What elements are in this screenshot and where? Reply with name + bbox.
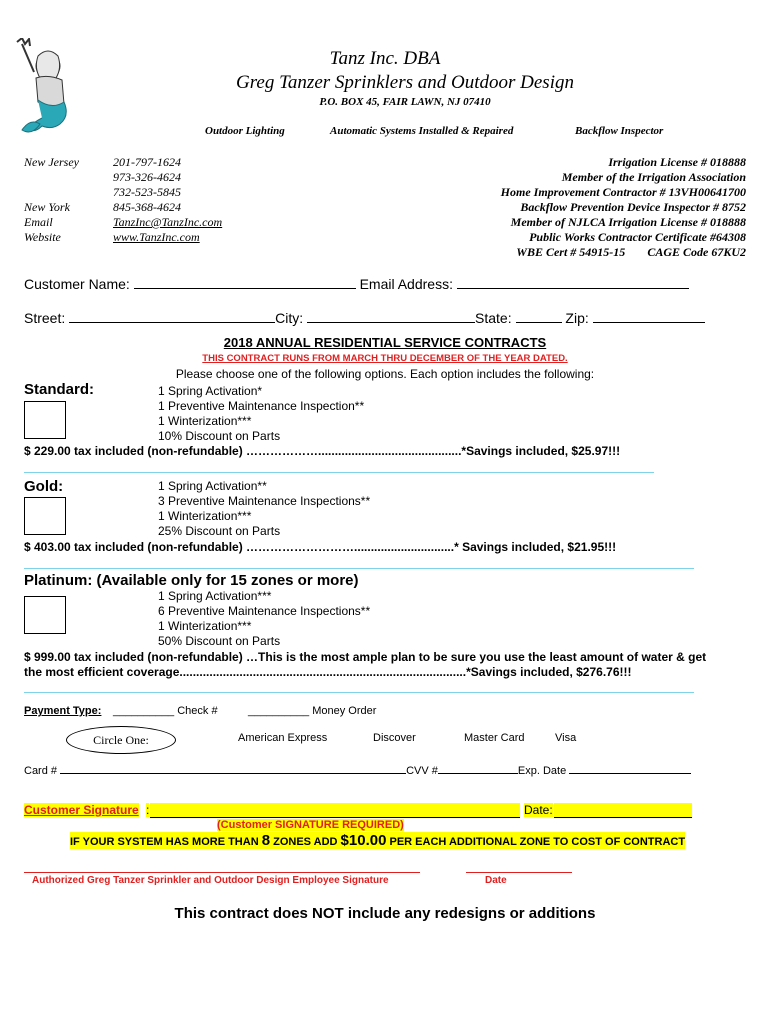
zip-field[interactable] (593, 308, 705, 323)
zone-notice: IF YOUR SYSTEM HAS MORE THAN 8 ZONES ADD $10.00 PER EACH ADDITIONAL ZONE TO COST OF CONTRACT (70, 832, 686, 849)
email-link[interactable]: TanzInc@TanzInc.com (113, 215, 223, 229)
employee-date-field[interactable] (466, 872, 572, 873)
customer-signature-label: Customer Signature (24, 803, 139, 817)
platinum-checkbox[interactable] (24, 596, 66, 634)
email-address-field[interactable] (457, 274, 689, 289)
address-row: Street: City: State: Zip: (24, 308, 705, 326)
service-lighting: Outdoor Lighting (205, 125, 285, 137)
service-systems: Automatic Systems Installed & Repaired (330, 125, 514, 137)
cage-code: CAGE Code 67KU2 (647, 245, 746, 259)
circle-one-label: Circle One: (66, 726, 176, 754)
standard-price: $ 229.00 tax included (non-refundable) ………………...........................................*Savings included, $25.97!!! (24, 444, 621, 458)
employee-date-label: Date (485, 875, 507, 886)
visa-option[interactable]: Visa (555, 732, 577, 744)
gold-items: 1 Spring Activation** 3 Preventive Maintenance Inspections** 1 Winterization*** 25% Discount on Parts (158, 479, 371, 538)
platinum-plan-title: Platinum: (Available only for 15 zones or more) (24, 572, 359, 589)
signature-date-field[interactable] (554, 803, 692, 818)
street-field[interactable] (69, 308, 275, 323)
contract-title: 2018 ANNUAL RESIDENTIAL SERVICE CONTRACTS (223, 335, 547, 350)
employee-signature-field[interactable] (24, 872, 420, 873)
signature-required-note: (Customer SIGNATURE REQUIRED) (217, 819, 404, 831)
employee-signature-label: Authorized Greg Tanzer Sprinkler and Outdoor Design Employee Signature (32, 875, 389, 886)
payment-type-label: Payment Type: (24, 705, 102, 717)
company-subtitle: Greg Tanzer Sprinklers and Outdoor Design (236, 72, 574, 93)
customer-signature-field[interactable] (150, 803, 520, 818)
cvv-field[interactable] (438, 762, 518, 774)
divider (24, 692, 694, 693)
contact-values: 201-797-1624 973-326-4624 732-523-5845 845-368-4624 TanzInc@TanzInc.com www.TanzInc.com (113, 155, 223, 244)
platinum-price: $ 999.00 tax included (non-refundable) …This is the most ample plan to be sure you use the least amount of water & get the most efficient coverage......................................................................................*Savings included, $276.76!!! (24, 650, 707, 679)
card-row: Card # CVV # Exp. Date (24, 762, 691, 777)
footer-note: This contract does NOT include any redesigns or additions (174, 905, 596, 922)
contact-labels: New Jersey New York Email Website (24, 155, 79, 244)
wbe-cert: WBE Cert # 54915-15 (516, 245, 626, 259)
contract-instructions: Please choose one of the following options. Each option includes the following: (175, 367, 595, 381)
contract-period: THIS CONTRACT RUNS FROM MARCH THRU DECEMBER OF THE YEAR DATED. (202, 353, 568, 364)
website-link[interactable]: www.TanzInc.com (113, 230, 200, 244)
customer-name-row: Customer Name: Email Address: (24, 274, 689, 292)
gold-plan-title: Gold: (24, 478, 64, 495)
company-title: Tanz Inc. DBA (329, 48, 441, 69)
check-option[interactable]: __________ Check # (113, 705, 218, 717)
exp-date-field[interactable] (569, 762, 691, 774)
amex-option[interactable]: American Express (238, 732, 328, 744)
company-address: P.O. BOX 45, FAIR LAWN, NJ 07410 (319, 96, 491, 108)
gold-checkbox[interactable] (24, 497, 66, 535)
service-backflow: Backflow Inspector (575, 125, 664, 137)
discover-option[interactable]: Discover (373, 732, 416, 744)
standard-plan-title: Standard: (24, 381, 95, 398)
state-field[interactable] (516, 308, 562, 323)
gold-price: $ 403.00 tax included (non-refundable) ………………………..............................* Savings included, $21.95!!! (24, 540, 617, 554)
standard-items: 1 Spring Activation* 1 Preventive Maintenance Inspection** 1 Winterization*** 10% Discount on Parts (158, 384, 365, 443)
customer-name-field[interactable] (134, 274, 356, 289)
platinum-items: 1 Spring Activation*** 6 Preventive Maintenance Inspections** 1 Winterization*** 50% Discount on Parts (158, 589, 371, 648)
standard-checkbox[interactable] (24, 401, 66, 439)
signature-date-label: Date: (524, 803, 553, 817)
city-field[interactable] (307, 308, 475, 323)
licenses-list: Irrigation License # 018888 Member of the Irrigation Association Home Improvement Contractor # 13VH00641700 Backflow Prevention Device Inspector # 8752 Member of NJLCA Irrigation License # 018888 Public Works Contractor Certificate #64308 WBE Cert # 54915-15 CAGE Code 67KU2 (500, 155, 746, 259)
divider (24, 568, 694, 569)
divider (24, 472, 654, 473)
card-number-field[interactable] (60, 762, 406, 774)
mastercard-option[interactable]: Master Card (464, 732, 525, 744)
money-order-option[interactable]: __________ Money Order (248, 705, 377, 717)
